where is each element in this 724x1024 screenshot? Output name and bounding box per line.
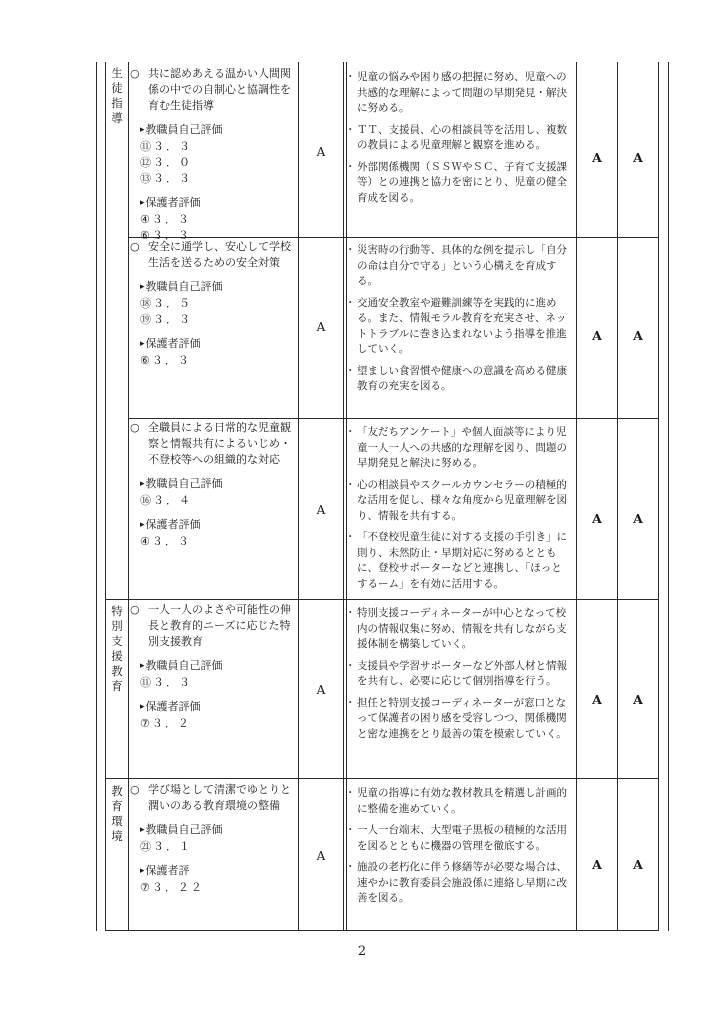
plan-item: ・ 担任と特別支援コーディネーターが窓口となって保護者の困り感を受容しつつ、関係機関と密な連携をとり最善の策を模索していく。 [348,696,572,743]
plan-item: ・ 支援員や学習サポーターなど外部人材と情報を共有し、必要に応じて個別指導を行う。 [348,659,572,690]
assessment-label: ▸ 保護者評 [130,863,298,880]
row-divider-3 [105,599,659,600]
goal-cell [130,239,298,369]
plan-item: ・ ＴＴ、支援員、心の相談員等を活用し、複数の教員による児童理解と観察を進める。 [348,123,572,154]
evaluation-a: A [592,150,602,165]
evaluation-b: A [633,511,643,526]
plan-item: ・ 交通安全教室や避難訓練等を実践的に進める。また、情報モラル教育を充実させ、ネットトラブルに巻き込まれないよう指導を推進していく。 [348,296,572,358]
assessment-value: ④３．３ [140,213,191,226]
category-column-right [128,62,129,931]
plan-cell [348,243,572,401]
assessment-label: ▸ 教職員自己評価 [130,822,298,839]
evaluation-b: A [633,857,643,872]
goal-cell [130,782,298,896]
assessment-label: ▸ 教職員自己評価 [130,122,298,139]
goal-title: ○ 安全に通学し、安心して学校生活を送るための安全対策 [130,240,291,269]
assessment-value: ⑬３．３ [140,172,192,185]
assessment-label: ▸ 保護者評価 [130,195,298,212]
plan-item: ・ 特別支援コーディネーターが中心となって校内の情報収集に努め、情報を共有しながら支援体制を構築していく。 [348,606,572,653]
assessment-value: ④３．３ [140,535,191,548]
assessment-value: ⑪３．３ [140,140,192,153]
plan-item: ・ 施設の老朽化に伴う修繕等が必要な場合は、速やかに教育委員会施設係に連絡し早期に改善を図る。 [348,860,572,907]
category-label: 特 別 支 援 教 育 [111,604,123,693]
category-label: 教 育 環 境 [111,784,123,843]
plan-cell [348,425,572,598]
evaluation-a: A [592,511,602,526]
grade-value: A [316,849,326,863]
assessment-value: ⑯３．４ [140,494,192,507]
plan-item: ・ 児童の指導に有効な教材教具を精選し計画的に整備を進めていく。 [348,786,572,817]
evaluation-b: A [633,692,643,707]
assessment-value: ⑱３．５ [140,297,192,310]
grade-value: A [316,145,326,159]
assessment-label: ▸ 教職員自己評価 [130,658,298,675]
assessment-label: ▸ 教職員自己評価 [130,476,298,493]
assessment-value: ⑦３．２ [140,717,191,730]
assessment-label: ▸ 保護者評価 [130,336,298,353]
evaluation-a: A [592,857,602,872]
plan-item: ・ 一人一台端末、大型電子黒板の積極的な活用を図るとともに機器の管理を徹底する。 [348,823,572,854]
eval2-column-right [658,62,659,931]
category-label: 生 徒 指 導 [111,66,123,125]
plan-item: ・ 外部関係機関（ＳＳＷやＳＣ、子育て支援課等）との連携と協力を密にとり、児童の健全育成を図る。 [348,160,572,207]
plan-column-right [576,62,577,931]
goal-column-right [298,62,299,931]
assessment-value: ⑫３．０ [140,156,192,169]
row-divider-4 [105,778,659,779]
grade-value: A [316,503,326,517]
goal-cell [130,420,298,550]
assessment-label: ▸ 保護者評価 [130,699,298,716]
page-number: 2 [357,944,367,959]
plan-item: ・ 心の相談員やスクールカウンセラーの積極的な活用を促し、様々な角度から児童理解を図り、情報を共有する。 [348,478,572,525]
assessment-value: ⑲３．３ [140,313,192,326]
plan-item: ・ 「不登校児童生徒に対する支援の手引き」に則り、未然防止・早期対応に努めるとともに、登校サポーターなどと連携し、「ほっとするーム」を有効に活用する。 [348,530,572,592]
assessment-value: ⑪３．３ [140,676,192,689]
plan-item: ・ 児童の悩みや困り感の把握に努め、児童への共感的な理解によって問題の早期発見・解決に努める。 [348,70,572,117]
assessment-label: ▸ 教職員自己評価 [130,279,298,296]
table-border-left [96,62,97,931]
plan-cell [348,786,572,913]
goal-cell [130,602,298,732]
evaluation-b: A [633,150,643,165]
plan-item: ・ 望ましい食習慣や健康への意識を高める健康教育の充実を図る。 [348,364,572,395]
plan-cell [348,70,572,212]
evaluation-b: A [633,328,643,343]
plan-item: ・ 「友だちアンケート」や個人面談等により児童一人一人への共感的な理解を図り、問題の早期発見と解決に努める。 [348,425,572,472]
goal-title: ○ 一人一人のよさや可能性の伸長と教育的ニーズに応じた特別支援教育 [130,603,291,648]
table-border-right [668,62,669,931]
table-bottom [105,930,659,931]
plan-item: ・ 災害時の行動等、具体的な例を提示し「自分の命は自分で守る」という心構えを育成する。 [348,243,572,290]
assessment-label: ▸ 保護者評価 [130,517,298,534]
plan-cell [348,606,572,748]
grade-column-right [343,62,344,931]
row-divider-2 [128,418,659,419]
assessment-value: ⑦３．２２ [140,881,204,894]
assessment-value: ⑥３．３ [140,229,191,242]
grade-value: A [316,320,326,334]
evaluation-a: A [592,328,602,343]
goal-cell [130,66,298,244]
goal-title: ○ 全職員による日常的な児童観察と情報共有によるいじめ・不登校等への組織的な対応 [130,421,291,466]
eval1-column-right [617,62,618,931]
grade-value: A [316,683,326,697]
goal-title: ○ 共に認めあえる温かい人間関係の中での自制心と協調性を育む生徒指導 [130,67,291,112]
assessment-value: ㉑３．１ [140,840,192,853]
goal-title: ○ 学び場として清潔でゆとりと潤いのある教育環境の整備 [130,783,291,812]
assessment-value: ⑥３．３ [140,354,191,367]
evaluation-a: A [592,692,602,707]
